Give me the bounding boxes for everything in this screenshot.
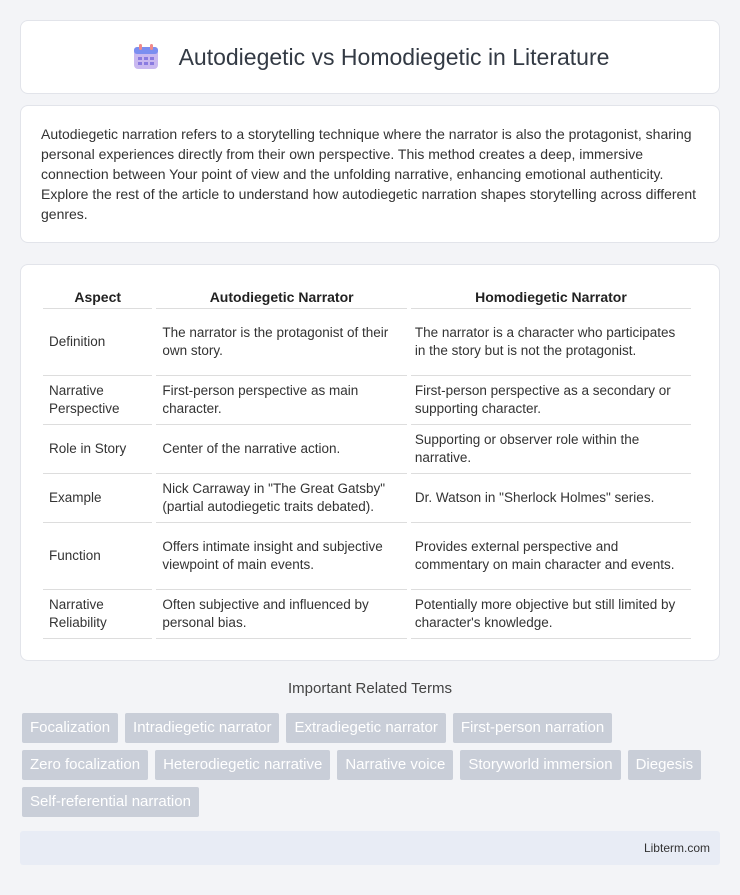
cell-homodiegetic: Supporting or observer role within the narrative. [411,425,691,474]
cell-autodiegetic: Center of the narrative action. [156,425,407,474]
cell-aspect: Narrative Perspective [43,376,152,425]
cell-aspect: Definition [43,309,152,376]
term-tag[interactable]: Extradiegetic narrator [286,713,445,743]
cell-autodiegetic: The narrator is the protagonist of their own story. [156,309,407,376]
table-row [43,425,691,474]
cell-aspect: Narrative Reliability [43,590,152,639]
comparison-table [39,285,695,639]
cell-autodiegetic: Often subjective and influenced by personal bias. [156,590,407,639]
term-tag[interactable]: Focalization [22,713,118,743]
header-homodiegetic: Homodiegetic Narrator [411,285,691,309]
cell-homodiegetic: Provides external perspective and commentary on main character and events. [411,523,691,590]
page-title: Autodiegetic vs Homodiegetic in Literature [178,43,610,70]
cell-autodiegetic: First-person perspective as main character. [156,376,407,425]
table-row [43,523,691,590]
term-tag[interactable]: First-person narration [453,713,612,743]
footer [20,831,720,865]
calendar-icon [131,42,161,72]
term-tag[interactable]: Zero focalization [22,750,148,780]
term-tag[interactable]: Storyworld immersion [460,750,620,780]
cell-aspect: Role in Story [43,425,152,474]
cell-homodiegetic: The narrator is a character who participates in the story but is not the protagonist. [411,309,691,376]
cell-aspect: Example [43,474,152,523]
header-autodiegetic: Autodiegetic Narrator [156,285,407,309]
term-tag[interactable]: Heterodiegetic narrative [155,750,330,780]
cell-homodiegetic: Dr. Watson in "Sherlock Holmes" series. [411,474,691,523]
table-row [43,376,691,425]
related-terms-list [22,713,722,817]
table-row [43,309,691,376]
intro-paragraph: Autodiegetic narration refers to a storytelling technique where the narrator is also the protagonist, sharing personal experiences directly from their own perspective. This method creates a deep, immersive connection between Your point of view and the unfolding narrative, enhancing emotional authenticity. Explore the rest of the article to understand how autodiegetic narration shapes storytelling across different genres. [41,126,697,222]
header-aspect: Aspect [43,285,152,309]
cell-homodiegetic: First-person perspective as a secondary or supporting character. [411,376,691,425]
table-header-row [43,285,691,309]
cell-aspect: Function [43,523,152,590]
term-tag[interactable]: Narrative voice [337,750,453,780]
table-row [43,474,691,523]
title-card [20,20,720,94]
intro-card [20,105,720,243]
cell-homodiegetic: Potentially more objective but still limited by character's knowledge. [411,590,691,639]
cell-autodiegetic: Nick Carraway in "The Great Gatsby" (partial autodiegetic traits debated). [156,474,407,523]
related-terms-heading: Important Related Terms [288,680,452,697]
term-tag[interactable]: Diegesis [628,750,702,780]
term-tag[interactable]: Intradiegetic narrator [125,713,279,743]
term-tag[interactable]: Self-referential narration [22,787,199,817]
cell-autodiegetic: Offers intimate insight and subjective viewpoint of main events. [156,523,407,590]
table-row [43,590,691,639]
comparison-table-card [20,264,720,661]
footer-site-link[interactable]: Libterm.com [643,841,710,855]
